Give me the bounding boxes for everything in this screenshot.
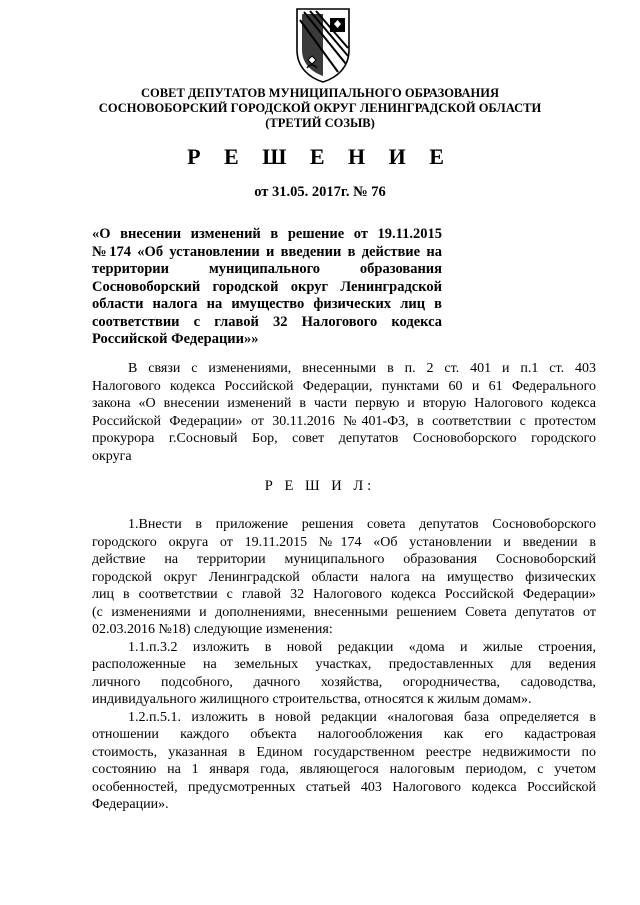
item-1-line: действие на территории муниципального образования Сосновоборский <box>92 552 596 567</box>
org-name-line-2: СОСНОВОБОРСКИЙ ГОРОДСКОЙ ОКРУГ ЛЕНИНГРАДСКОЙ ОБЛАСТИ <box>98 101 542 115</box>
convocation-line: (ТРЕТИЙ СОЗЫВ) <box>265 116 375 130</box>
item-1-1-line: 1.1.п.3.2 изложить в новой редакции «дома и жилые строения, <box>128 639 596 655</box>
preamble-line: округа <box>92 448 132 464</box>
preamble-line: прокурора г.Сосновый Бор, совет депутатов Сосновоборского городского <box>92 431 596 446</box>
item-1-1-line: личного подсобного, дачного хозяйства, огородничества, садоводства, <box>92 674 596 690</box>
item-1-1-line: индивидуального жилищного строительства, относятся к жилым домам». <box>92 692 532 707</box>
preamble-line: В связи с изменениями, внесенными в п. 2 ст. 401 и п.1 ст. 403 <box>128 361 596 376</box>
org-name-line-1: СОВЕТ ДЕПУТАТОВ МУНИЦИПАЛЬНОГО ОБРАЗОВАНИЯ <box>141 86 499 100</box>
item-1-line: (с изменениями и дополнениями, внесенными решением Совета депутатов от <box>92 604 596 620</box>
preamble-line: закона «О внесении изменений в части первую и вторую Налогового кодекса <box>92 396 596 411</box>
subject-line: соответствии с главой 32 Налогового кодекса <box>92 313 442 330</box>
document-title: Р Е Ш Е Н И Е <box>187 144 453 169</box>
item-1-line: лиц в соответствии с главой 32 Налогового кодекса Российской Федерации» <box>92 587 596 602</box>
subject-line: «О внесении изменений в решение от 19.11.2015 <box>92 226 442 242</box>
preamble-line: Российской Федерации» от 30.11.2016 №401-ФЗ, в соответствии с протестом <box>92 413 596 429</box>
subject-line: территории муниципального образования <box>92 261 442 277</box>
item-1-2-line: Федерации». <box>92 797 169 812</box>
subject-line: Российской Федерации»» <box>92 331 259 347</box>
item-1-2-line: 1.2.п.5.1. изложить в новой редакции «налоговая база определяется в <box>128 709 596 725</box>
subject-line: области налога на имущество физических лиц в <box>92 296 442 312</box>
subject-line: №174 «Об установлении и введении в действие на <box>92 243 442 260</box>
item-1-line: городской округ Ленинградской области налога на имущество физических <box>92 569 596 585</box>
item-1-line: 1.Внести в приложение решения совета депутатов Сосновоборского <box>128 517 596 532</box>
item-1-line: городского округа от 19.11.2015 №174 «Об установлении и введении в <box>92 534 596 550</box>
item-1-1-line: расположенные на земельных участках, предоставленных для ведения <box>92 657 596 672</box>
preamble-line: Налогового кодекса Российской Федерации, пунктами 60 и 61 Федерального <box>92 378 596 394</box>
coat-of-arms-icon <box>294 6 352 84</box>
item-1-2-line: стоимость, указанная в Едином государственном реестре недвижимости по <box>92 744 596 760</box>
item-1-2-line: состоянию на 1 января года, являющегося налоговым периодом, с учетом <box>92 762 596 777</box>
resolved-heading: Р Е Ш И Л: <box>264 478 376 494</box>
item-1-2-line: отношении каждого объекта налогообложения как его кадастровая <box>92 727 596 742</box>
document-date-number: от 31.05. 2017г. № 76 <box>254 184 386 200</box>
item-1-line: 02.03.2016 №18) следующие изменения: <box>92 622 333 637</box>
subject-line: Сосновоборский городской округ Ленинградской <box>92 278 442 295</box>
item-1-2-line: особенностей, предусмотренных статьей 403 Налогового кодекса Российской <box>92 779 596 795</box>
